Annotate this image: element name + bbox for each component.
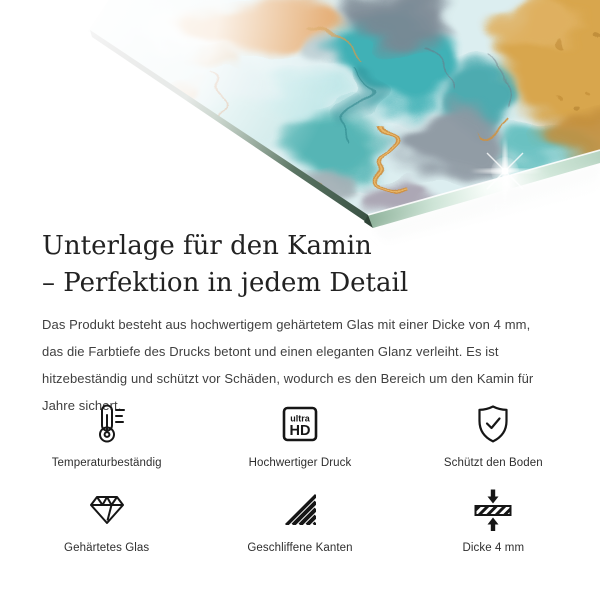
product-description: Das Produkt besteht aus hochwertigem gehärtetem Glas mit einer Dicke von 4 mm, das die Farbtiefe des Drucks betont und einen eleganten Glanz verleiht. Es ist hitzebeständig und schützt vor Schäden, wodurch es den Bereich um den Kamin für Jahre sichert. — [42, 317, 534, 413]
page-title — [42, 228, 408, 302]
feature-label: Schützt den Boden — [443, 457, 543, 469]
diamond-icon — [85, 487, 129, 531]
feature-temperature — [10, 402, 203, 469]
page-title-line2: – Perfektion in jedem Detail — [42, 268, 409, 298]
feature-print-quality — [203, 402, 396, 469]
thickness-icon — [471, 487, 515, 531]
feature-floor-protection — [397, 402, 590, 469]
feature-polished-edges — [203, 487, 396, 554]
feature-label: Gehärtetes Glas — [64, 542, 150, 554]
feature-label: Dicke 4 mm — [462, 542, 525, 554]
feature-label: Geschliffene Kanten — [247, 542, 353, 554]
light-fade-overlay — [0, 0, 600, 248]
thermometer-icon — [85, 402, 129, 446]
feature-thickness — [397, 487, 590, 554]
page-title-line1: Unterlage für den Kamin — [42, 231, 372, 261]
feature-tempered-glass — [10, 487, 203, 554]
polished-edges-icon — [278, 487, 322, 531]
shield-check-icon — [471, 402, 515, 446]
ultra-hd-text-top: ultra — [290, 413, 310, 424]
feature-label: Temperaturbeständig — [51, 457, 162, 469]
ultra-hd-icon — [278, 402, 322, 446]
ultra-hd-text-bottom: HD — [289, 423, 311, 439]
glass-panel-image — [0, 0, 600, 248]
feature-label: Hochwertiger Druck — [248, 457, 352, 469]
product-photo — [0, 0, 600, 248]
feature-grid — [10, 402, 590, 554]
